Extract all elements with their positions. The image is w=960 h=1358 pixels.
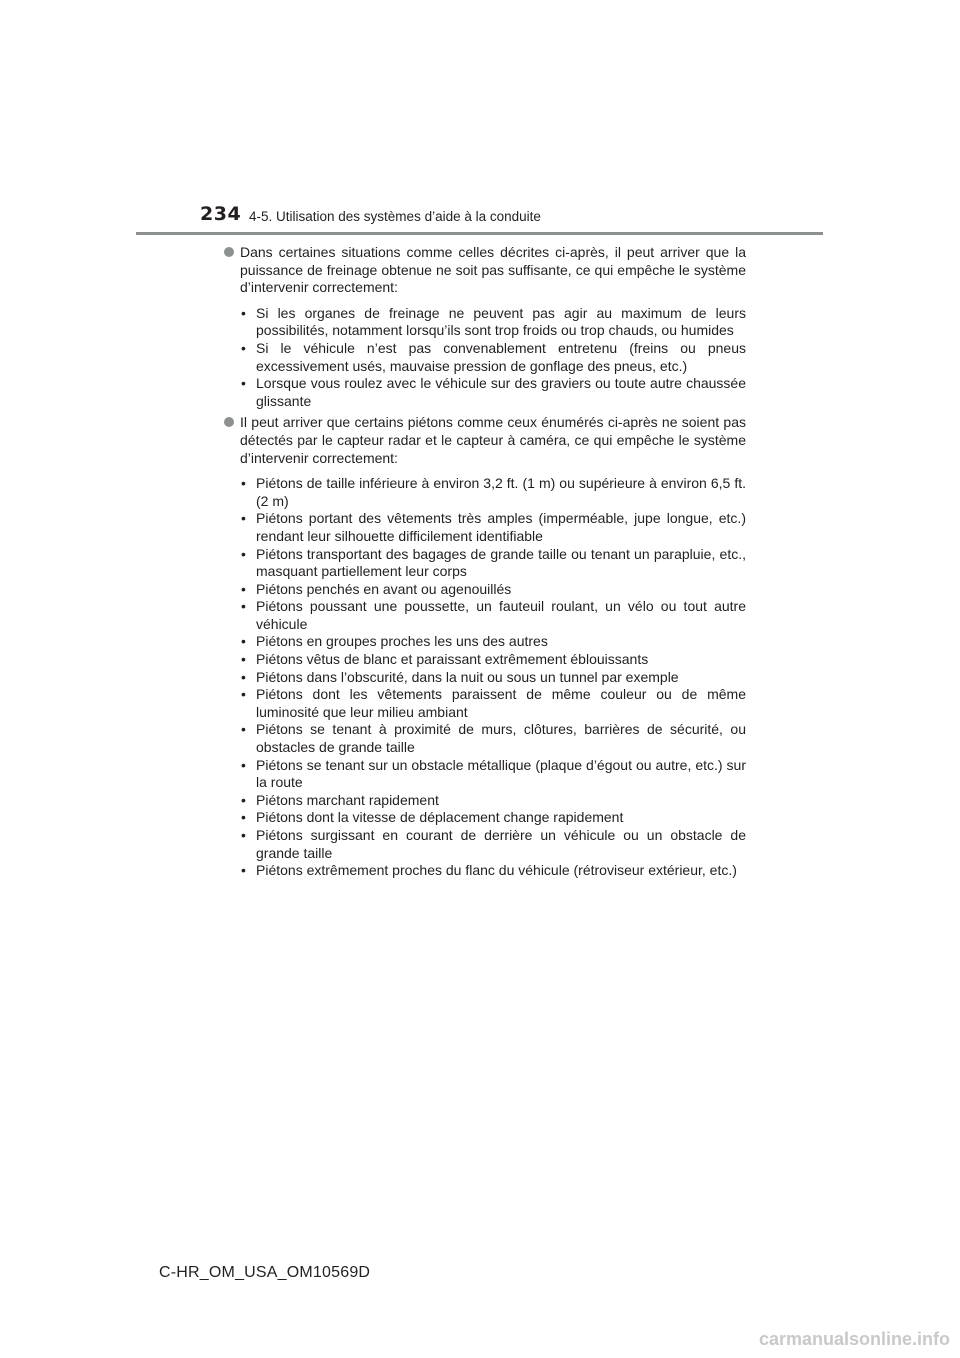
list-item-text: Piétons poussant une poussette, un fauteuil roulant, un vélo ou tout autre véhicule bbox=[256, 598, 746, 632]
section-title: 4-5. Utilisation des systèmes d’aide à la conduite bbox=[249, 209, 541, 224]
list-item-text: Piétons portant des vêtements très amples (imperméable, jupe longue, etc.) rendant leur silhouette difficilement identifiable bbox=[256, 510, 746, 544]
list-item bbox=[239, 375, 746, 410]
sub-bullet-icon: • bbox=[241, 721, 246, 738]
sub-bullet-icon: • bbox=[241, 545, 246, 562]
list-item-text: Piétons dans l’obscurité, dans la nuit ou sous un tunnel par exemple bbox=[256, 668, 679, 685]
list-item bbox=[239, 721, 746, 756]
sub-bullet-icon: • bbox=[241, 791, 246, 808]
list-item-text: Piétons en groupes proches les uns des autres bbox=[256, 633, 548, 650]
sub-bullet-icon: • bbox=[241, 304, 246, 321]
sub-bullet-icon: • bbox=[241, 633, 246, 650]
sub-bullet-icon: • bbox=[241, 580, 246, 597]
circle-bullet-icon bbox=[224, 247, 234, 257]
sub-bullet-icon: • bbox=[241, 686, 246, 703]
list-item bbox=[239, 633, 746, 651]
list-item bbox=[239, 546, 746, 581]
list-item bbox=[239, 792, 746, 810]
paragraph-text: Il peut arriver que certains piétons comme ceux énumérés ci-après ne soient pas détectés par le capteur radar et le capteur à caméra, ce qui empêche le système d’intervenir correctement: bbox=[240, 414, 746, 466]
sub-bullet-icon: • bbox=[241, 809, 246, 826]
list-item bbox=[239, 305, 746, 340]
list-item bbox=[239, 651, 746, 669]
list-item-text: Lorsque vous roulez avec le véhicule sur des graviers ou toute autre chaussée glissante bbox=[256, 375, 746, 409]
list-item-text: Piétons surgissant en courant de derrière un véhicule ou un obstacle de grande taille bbox=[256, 827, 746, 861]
list-item bbox=[239, 809, 746, 827]
sub-bullet-icon: • bbox=[241, 862, 246, 879]
list-item-text: Piétons de taille inférieure à environ 3,2 ft. (1 m) ou supérieure à environ 6,5 ft. (2 m) bbox=[256, 475, 746, 509]
document-code: C-HR_OM_USA_OM10569D bbox=[159, 1264, 371, 1281]
list-item bbox=[239, 757, 746, 792]
sub-bullet-icon: • bbox=[241, 598, 246, 615]
list-item bbox=[239, 862, 746, 880]
list-item-text: Piétons transportant des bagages de grande taille ou tenant un parapluie, etc., masquant partiellement leur corps bbox=[256, 545, 746, 580]
list-item-text: Si les organes de freinage ne peuvent pas agir au maximum de leurs possibilités, notamment lorsqu’ils sont trop froids ou trop chauds, ou humides bbox=[256, 304, 746, 339]
list-item bbox=[239, 686, 746, 721]
sub-bullet-icon: • bbox=[241, 827, 246, 843]
circle-bullet-icon bbox=[224, 417, 234, 427]
list-item-text: Piétons se tenant à proximité de murs, clôtures, barrières de sécurité, ou obstacles de grande taille bbox=[256, 721, 746, 756]
list-item-text: Piétons vêtus de blanc et paraissant extrêmement éblouissants bbox=[256, 651, 649, 668]
list-item bbox=[239, 340, 746, 375]
page-number: 234 bbox=[200, 203, 242, 225]
list-item bbox=[239, 598, 746, 633]
sub-list bbox=[223, 305, 746, 411]
list-item-text: Piétons marchant rapidement bbox=[256, 791, 439, 808]
list-item-text: Piétons se tenant sur un obstacle métallique (plaque d’égout ou autre, etc.) sur la route bbox=[256, 756, 746, 791]
list-item bbox=[239, 581, 746, 599]
list-item bbox=[239, 669, 746, 687]
list-item-text: Si le véhicule n’est pas convenablement entretenu (freins ou pneus excessivement usés, mauvaise pression de gonflage des pneus, etc.) bbox=[256, 339, 746, 374]
bullet-paragraph bbox=[223, 414, 746, 467]
sub-bullet-icon: • bbox=[241, 651, 246, 668]
sub-bullet-icon: • bbox=[241, 375, 246, 392]
list-item bbox=[239, 827, 746, 862]
list-item-text: Piétons extrêmement proches du flanc du véhicule (rétroviseur extérieur, etc.) bbox=[256, 862, 737, 879]
bullet-paragraph bbox=[223, 244, 746, 297]
sub-bullet-icon: • bbox=[241, 668, 246, 685]
watermark: carmanualsonline.info bbox=[758, 1329, 950, 1349]
list-item-text: Piétons dont la vitesse de déplacement change rapidement bbox=[256, 809, 624, 826]
sub-bullet-icon: • bbox=[241, 510, 246, 527]
list-item bbox=[239, 510, 746, 545]
header-divider bbox=[136, 232, 823, 235]
paragraph-text: Dans certaines situations comme celles décrites ci-après, il peut arriver que la puissance de freinage obtenue ne soit pas suffisante, ce qui empêche le système d’intervenir correctement: bbox=[240, 244, 746, 296]
list-item-text: Piétons penchés en avant ou agenouillés bbox=[256, 580, 512, 597]
list-item bbox=[239, 475, 746, 510]
sub-bullet-icon: • bbox=[241, 756, 246, 773]
list-item-text: Piétons dont les vêtements paraissent de même couleur ou de même luminosité que leur milieu ambiant bbox=[256, 686, 746, 720]
sub-list bbox=[223, 475, 746, 880]
main-content bbox=[223, 244, 746, 884]
sub-bullet-icon: • bbox=[241, 475, 246, 492]
sub-bullet-icon: • bbox=[241, 339, 246, 356]
